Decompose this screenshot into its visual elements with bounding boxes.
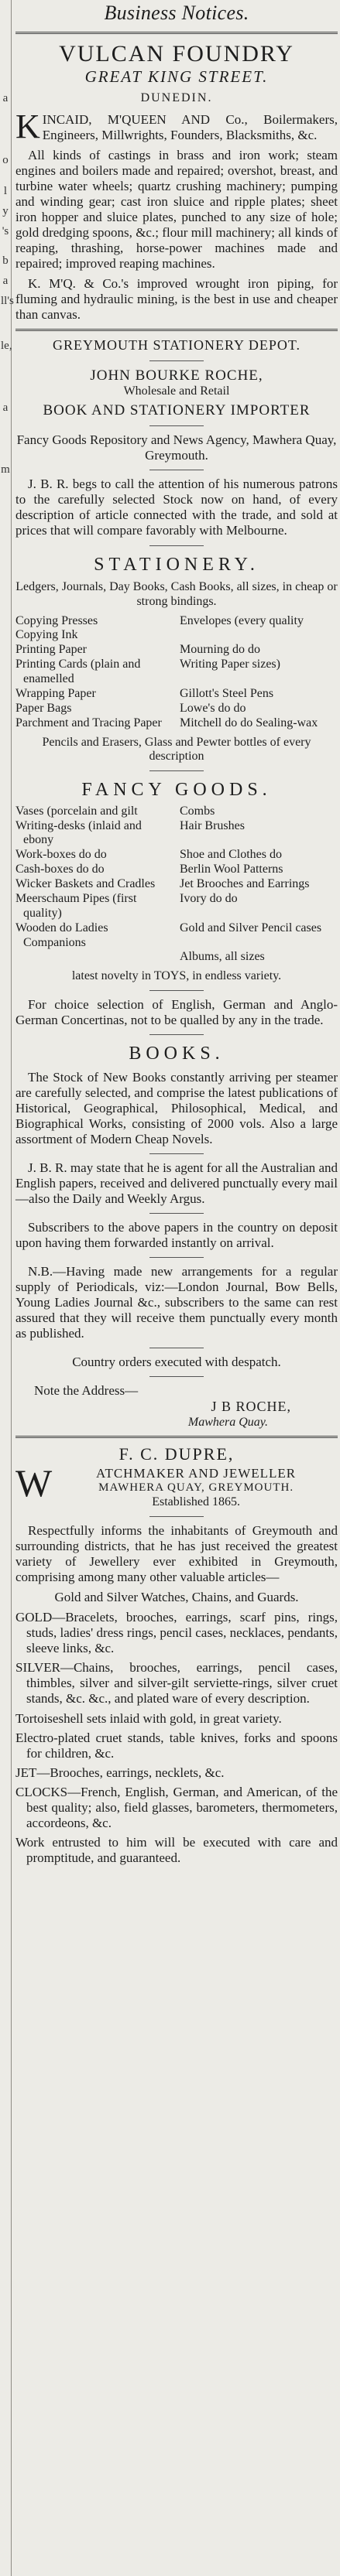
address-place: Mawhera Quay.	[187, 1415, 268, 1429]
stationery-title: STATIONERY.	[94, 554, 259, 575]
fancy-goods-title: FANCY GOODS.	[81, 780, 272, 801]
country-orders: Country orders executed with despatch.	[72, 1355, 281, 1370]
divider	[149, 1516, 204, 1517]
list-item: Printing Paper	[15, 643, 87, 657]
divider	[149, 770, 204, 771]
list-item: Copying Presses	[15, 613, 98, 627]
column-heading: Business Notices.	[104, 2, 249, 24]
nb-text: N.B.—Having made new arrangements for a regular supply of Periodicals, viz:—London Journal, Bow Bells, Young Ladies Journal &c., subscribers to the same can rest assured that they will receive them punctually every month as published.	[15, 1264, 338, 1341]
ad-city: DUNEDIN.	[140, 91, 213, 104]
stationery-tail: Pencils and Erasers, Glass and Pewter bottles of every description	[42, 735, 311, 764]
list-item: Wooden do Ladies Companions	[15, 921, 108, 949]
fancy-goods-line: Fancy Goods Repository and News Agency, Mawhera Quay, Greymouth.	[16, 432, 337, 463]
drop-cap: W	[15, 1461, 53, 1505]
list-item: Jet Brooches and Earrings	[180, 877, 310, 891]
drop-cap: K	[15, 107, 40, 145]
list-item	[180, 628, 338, 643]
ad-place: MAWHERA QUAY, GREYMOUTH.	[98, 1481, 294, 1495]
divider	[149, 1213, 204, 1214]
repairs-note: Work entrusted to him will be executed with care and promptitude, and guaranteed.	[15, 1834, 338, 1865]
list-item: Writing Paper sizes)	[180, 658, 280, 671]
ad-title: F. C. DUPRE,	[118, 1444, 235, 1464]
agent-text: J. B. R. may state that he is agent for all the Australian and English papers, received and delivered punctually every mail—also the Daily and Weekly Argus.	[15, 1160, 338, 1206]
ad-intro	[15, 107, 338, 145]
gutter-fragment: 's	[2, 225, 9, 237]
list-item: Lowe's do do	[180, 701, 246, 715]
list-item: Writing-desks (inlaid and ebony	[15, 818, 142, 847]
gold-items: GOLD—Bracelets, brooches, earrings, scarf pins, rings, studs, ladies' dress rings, pencil cases, necklaces, pendants, sleeve links, &c.	[15, 1610, 338, 1656]
divider	[149, 360, 204, 361]
divider	[149, 545, 204, 546]
electro-items: Electro-plated cruet stands, table knives, forks and spoons for children, &c.	[15, 1730, 338, 1761]
stock-intro: J. B. R. begs to call the attention of his numerous patrons to the carefully selected Stock now on hand, of every description of article connected with the trade, and sold at prices that will compare favorably with Melbourne.	[15, 477, 338, 538]
trade-line: Wholesale and Retail	[123, 384, 230, 398]
left-column-gutter	[0, 0, 12, 2576]
list-item: Mourning do do	[180, 643, 260, 657]
list-item: Wrapping Paper	[15, 686, 96, 700]
list-item: Printing Cards (plain and enamelled	[15, 658, 141, 686]
books-text: The Stock of New Books constantly arriving per steamer are carefully selected, and comprise the latest publications of Historical, Geographical, Philosophical, Medical, and Biographical Works, consisting of 2000 vols. Also a large assortment of Modern Cheap Novels.	[15, 1069, 338, 1146]
divider	[15, 1436, 338, 1438]
books-title: BOOKS.	[129, 1044, 225, 1064]
list-item: Gillott's Steel Pens	[180, 686, 274, 700]
tortoiseshell-items: Tortoiseshell sets inlaid with gold, in great variety.	[15, 1710, 282, 1726]
list-item: Shoe and Clothes do	[180, 848, 282, 862]
list-item: Wicker Baskets and Cradles	[15, 877, 156, 891]
fancy-goods-tail: latest novelty in TOYS, in endless variety.	[71, 969, 282, 983]
gutter-fragment: a	[2, 401, 9, 414]
ad-intro-text: INCAID, M'QUEEN AND Co., Boilermakers, Engineers, Millwrights, Founders, Blacksmiths, &c.	[42, 111, 338, 142]
divider	[149, 1034, 204, 1035]
list-item: Meerschaum Pipes (first quality)	[15, 891, 137, 920]
dupre-intro: Respectfully informs the inhabitants of Greymouth and surrounding districts, that he has just received the greatest variety of Jewellery ever exhibited in Greymouth, comprising among many other valuable articles—	[15, 1523, 338, 1585]
gutter-fragment: b	[2, 255, 9, 267]
ad-body: All kinds of castings in brass and iron work; steam engines and boilers made and repaired; overshot, breast, and turbine water wheels; quartz crushing machinery; pumping and winding gear; cast iron sluice and ripple plates; sheet iron hopper and sluice plates, punched to any size of hole; gold dredging spoons, &c.; flour mill machinery; all kinds of reaping, thrashing, horse-power machines made and repaired; improved reaping machines.	[15, 147, 338, 272]
clocks-items: CLOCKS—French, English, German, and American, of the best quality; also, field glasses, barometers, thermometers, accordeons, &c.	[15, 1784, 338, 1830]
list-item: Ivory do do	[180, 891, 238, 905]
list-item: Work-boxes do do	[15, 848, 107, 862]
list-item: Cash-boxes do do	[15, 863, 105, 876]
fancy-goods-list	[15, 805, 338, 965]
concertina-note: For choice selection of English, German and Anglo-German Concertinas, not to be qualled by any in the trade.	[15, 997, 338, 1028]
divider	[15, 32, 338, 34]
gutter-fragment: a	[2, 275, 9, 287]
list-item: Parchment and Tracing Paper	[15, 716, 162, 729]
gutter-fragment: ll's	[1, 295, 14, 307]
gutter-fragment: m	[1, 463, 10, 476]
gutter-fragment: o	[2, 154, 9, 166]
divider	[15, 329, 338, 331]
list-item: Albums, all sizes	[180, 950, 265, 964]
ad-note: K. M'Q. & Co.'s improved wrought iron piping, for fluming and hydraulic mining, is the best in use and cheaper than canvas.	[15, 276, 338, 323]
gutter-fragment: a	[2, 92, 9, 104]
list-item: Paper Bags	[15, 701, 72, 715]
gutter-fragment: le,	[1, 340, 12, 352]
list-item: Vases (porcelain and gilt	[15, 804, 138, 818]
ad-title: VULCAN FOUNDRY	[59, 40, 294, 67]
divider	[149, 990, 204, 991]
trade-line	[15, 1461, 338, 1510]
list-item: Combs	[180, 804, 215, 818]
watches-line: Gold and Silver Watches, Chains, and Guards.	[54, 1590, 299, 1605]
list-item: Envelopes (every quality	[180, 613, 304, 627]
advertisement-column	[15, 0, 338, 1870]
trade-text: ATCHMAKER AND JEWELLER	[96, 1466, 297, 1481]
owner-name: JOHN BOURKE ROCHE,	[90, 367, 263, 384]
silver-items: SILVER—Chains, brooches, earrings, pencil cases, thimbles, silver and silver-gilt serviette-rings, silver cruet stands, &c. &c., and plated ware of every description.	[15, 1660, 338, 1707]
divider	[149, 1257, 204, 1258]
list-item: Hair Brushes	[180, 818, 245, 832]
established-line: Established 1865.	[152, 1495, 240, 1509]
dupre-jeweller-ad	[15, 1444, 338, 1866]
divider	[149, 425, 204, 426]
gutter-fragment: l	[3, 185, 8, 197]
address-name: J B ROCHE,	[211, 1399, 291, 1415]
gutter-fragment: y	[2, 205, 9, 217]
subscribers-text: Subscribers to the above papers in the country on deposit upon having them forwarded instantly on arrival.	[15, 1219, 338, 1250]
jet-items: JET—Brooches, earrings, necklets, &c.	[15, 1765, 225, 1780]
list-item: Mitchell do do Sealing-wax	[180, 716, 318, 729]
list-item: Copying Ink	[15, 628, 78, 642]
list-item: Gold and Silver Pencil cases	[180, 921, 322, 934]
ad-street: GREAT KING STREET.	[84, 67, 269, 87]
ad-title: GREYMOUTH STATIONERY DEPOT.	[52, 337, 301, 354]
stationery-list	[15, 614, 338, 731]
list-item: Berlin Wool Patterns	[180, 863, 283, 876]
divider	[149, 1376, 204, 1377]
address-note: Note the Address—	[34, 1383, 139, 1399]
importer-line: BOOK AND STATIONERY IMPORTER	[43, 401, 311, 419]
list-item	[15, 950, 173, 965]
divider	[149, 1153, 204, 1154]
greymouth-stationery-ad	[15, 337, 338, 1430]
stationery-lead: Ledgers, Journals, Day Books, Cash Books, all sizes, in cheap or strong bindings.	[15, 579, 338, 608]
vulcan-foundry-ad	[15, 40, 338, 323]
